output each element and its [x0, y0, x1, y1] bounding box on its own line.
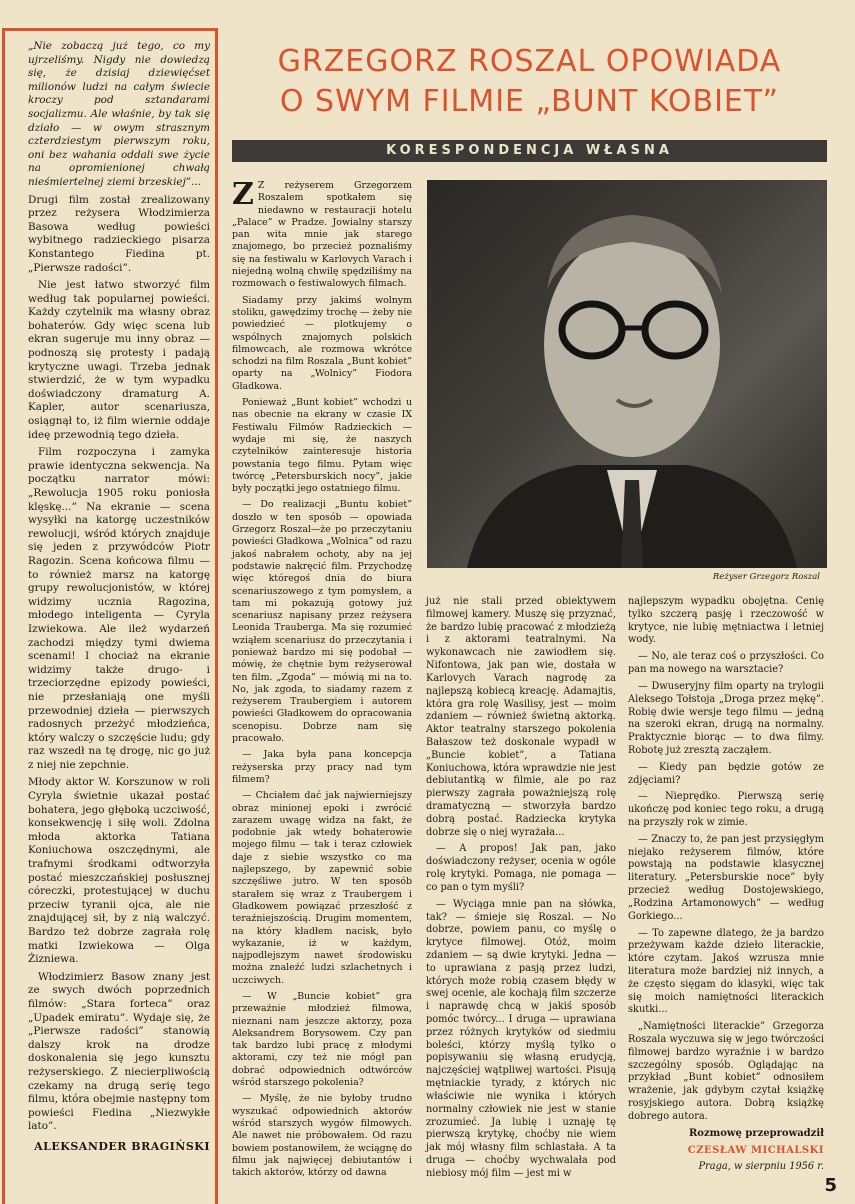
interview-paragraph: — Znaczy to, że pan jest przysięgłym niejako reżyserem filmów, które powstają na podstawie klasycznej literatury. „Petersburskie noce” były przecież według Dostojewskiego, „Rodzina Artamonowych” — według Gorkiego...	[628, 833, 824, 922]
title-line-2: O SWYM FILMIE „BUNT KOBIET”	[279, 84, 780, 119]
left-paragraph: Włodzimierz Basow znany jest ze swych dwóch poprzednich filmów: „Stara forteca” oraz „Upadek emiratu”. Wydaje się, że „Pierwsze radości” stanowią dalszy krok na drodze doskonalenia się jego kunsztu reżyserskiego. Z niecierpliwością czekamy na drugą serię tego filmu, która obejmie następny tom powieści Fiedina „Niezwykłe lato”.	[28, 970, 210, 1133]
interview-paragraph: — A propos! Jak pan, jako doświadczony reżyser, ocenia w ogóle rolę krytyki. Pomaga, nie pomaga — co pan o tym myśli?	[426, 843, 616, 893]
interviewer-name: CZESŁAW MICHALSKI	[687, 1144, 824, 1156]
article-title	[232, 42, 827, 122]
left-article-signature: ALEKSANDER BRAGIŃSKI	[34, 1139, 210, 1153]
drop-cap: Z	[232, 177, 254, 212]
interview-paragraph: — Kiedy pan będzie gotów ze zdjęciami?	[628, 761, 824, 786]
opening-quote: „Nie zobaczą już tego, co my ujrzeliśmy. Nigdy nie dowiedzą się, że dzisiaj dziewięćset milionów ludzi na całym świecie kroczy pod sztandarami socjalizmu. Ale właśnie, by tak się działo — w owym strasznym czterdziestym pierwszym roku, oni bez wahania oddali swe życie na opromienionej chwałą nieśmiertelnej ziemi brzeskiej”...	[28, 40, 210, 188]
interview-paragraph: — Jaka była pana koncepcja reżyserska przy pracy nad tym filmem?	[232, 749, 412, 785]
photo-caption: Reżyser Grzegorz Roszal	[712, 572, 820, 582]
portrait-photo	[427, 180, 827, 568]
interviewer-label: Rozmowę przeprowadził	[689, 1127, 824, 1139]
interview-paragraph: — Nieprędko. Pierwszą serię ukończę pod koniec tego roku, a drugą na przyszły rok w zimie.	[628, 791, 824, 828]
portrait-figure	[427, 180, 827, 568]
interview-paragraph: — Dwuseryjny film oparty na trylogii Aleksego Tołstoja „Droga przez mękę”. Robię dwie wersje tego filmu — jedną na szeroki ekran, drugą na normalny. Praktycznie biorąc — to dwa filmy. Robotę już zresztą zacząłem.	[628, 680, 824, 756]
interview-paragraph: — Do realizacji „Buntu kobiet” doszło w ten sposób — opowiada Grzegorz Roszal—że po przeczytaniu powieści Gładkowa „Wolnica” od razu jakoś nabrałem ochoty, aby na jej podstawie nakręcić film. Przychodzę więc któregoś dnia do biura scenariuszowego z tym pomysłem, a tam mi pokazują gotowy już scenariusz napisany przez reżysera Leonida Trauberga. Ma się rozumieć wziąłem scenariusz do przeczytania i ponieważ bardzo mi się podobał — mówię, że chętnie bym reżyserował ten film. „Zgoda” — mówią mi na to. No, jak zgoda, to siadamy razem z reżyserem Traubergiem i autorem powieści Gładkowem do opracowania scenopisu. Dobrze nam się pracowało.	[232, 499, 412, 745]
interview-paragraph: — Myślę, że nie byłoby trudno wyszukać odpowiednich aktorów wśród starszych wygów filmowych. Ale nawet nie próbowałem. Od razu bowiem postanowiłem, że wciągnę do filmu jak najwięcej debiutantów i takich aktorów, którzy od dawna	[232, 1093, 412, 1179]
interview-paragraph: — Chciałem dać jak najwierniejszy obraz minionej epoki i zwrócić zarazem uwagę widza na fakt, że podobnie jak wtedy bohaterowie mojego filmu — tak i teraz człowiek daje z siebie wszystko co ma najlepszego, by zapewnić sobie szczęśliwe jutro. W ten sposób starałem się wraz z Traubergem i Gładkowem powiązać przeszłość z teraźniejszością. Drugim momentem, na który kładłem nacisk, było wykazanie, iż w każdym, najpodlejszym nawet środowisku można znaleźć ludzi szlachetnych i uczciwych.	[232, 790, 412, 986]
place-date: Praga, w sierpniu 1956 r.	[698, 1161, 824, 1173]
interview-paragraph: „Namiętności literackie” Grzegorza Roszala wyczuwa się w jego twórczości filmowej bardzo wyraźnie i w bardzo szczególny sposób. Oglądając na przykład „Bunt kobiet” odnosiłem wrażenie, jak gdybym czytał książkę rosyjskiego autora. Dobrą książkę dobrego autora.	[628, 1021, 824, 1122]
interview-paragraph: — To zapewne dlatego, że ja bardzo przeżywam każde dzieło literackie, które czytam. Jakoś wzrusza mnie literatura może bardziej niż innych, a że często sięgam do klasyki, więc tak się moich namiętności literackich skutki...	[628, 927, 824, 1016]
interview-paragraph: — No, ale teraz coś o przyszłości. Co pan ma nowego na warsztacie?	[628, 651, 824, 676]
left-paragraph: Młody aktor W. Korszunow w roli Cyryla świetnie ukazał postać bohatera, jego głęboką uczciwość, konsekwencję i siłę woli. Zdolna młoda aktorka Tatiana Koniuchowa oszczędnymi, ale trafnymi środkami odtworzyła postać mieszczańskiej posłusznej córeczki, protestującej w duchu przeciw tyranii ojca, ale nie znajdującej sił, by z nią walczyć. Bardzo też dobrze zagrała rolę matki Izwiekowa — Olga Żizniewa.	[28, 776, 210, 966]
interview-column-1	[232, 177, 412, 1183]
left-article-column	[28, 40, 210, 1154]
left-paragraph: Nie jest łatwo stworzyć film według tak popularnej powieści. Każdy czytelnik ma własny obraz bohaterów. Gdy więc scena lub ekran sugeruje mu inny obraz — podnoszą się protesty i padają krytyczne uwagi. Trzeba jednak stwierdzić, że w tym wypadku doświadczony dramaturg A. Kapler, autor scenariusza, osiągnął to, iż film wiernie oddaje ideę przewodnią tego dzieła.	[28, 279, 210, 441]
interview-paragraph: Ponieważ „Bunt kobiet” wchodzi u nas obecnie na ekrany w czasie IX Festiwalu Filmów Radzieckich — wydaje mi się, że naszych czytelników zainteresuje historia powstania tego filmu. Pytam więc twórcę „Petersburskich nocy”, jakie były początki jego ostatniego filmu.	[232, 397, 412, 495]
interview-paragraph: — W „Buncie kobiet” gra przeważnie młodzież filmowa, nieznani nam jeszcze aktorzy, poza Aleksandrem Borysowem. Czy pan tak bardzo lubi pracę z młodymi aktorami, czy też nie mógł pan dobrać odpowiednich odtwórców wśród starszego pokolenia?	[232, 991, 412, 1089]
left-paragraph: Film rozpoczyna i zamyka prawie identyczna sekwencja. Na początku narrator mówi: „Rewolucja 1905 roku poniosła klęskę...” Na ekranie — scena wysyłki na katorgę uczestników rewolucji, wśród których znajduje się jeden z przywódców Piotr Ragozin. Scena końcowa filmu — to również marsz na katorgę grupy rewolucjonistów, w której widzimy ucznia Ragozina, młodego inteligenta — Cyryla Izwiekowa. Ale ileż wydarzeń zachodzi między tymi dwiema scenami! I chociaż na ekranie widzimy także drugo- i trzeciorzędne epizody powieści, nie przesłaniają one myśli przewodniej dzieła — pierwszych radosnych przeżyć młodzieńca, który walczy o szczęście ludu; gdy raz wszedł na tę drogę, nic go już z niej nie zepchnie.	[28, 446, 210, 771]
section-label-bar: KORESPONDENCJA WŁASNA	[232, 140, 827, 162]
interview-paragraph: Siadamy przy jakimś wolnym stoliku, gawędzimy trochę — żeby nie powiedzieć — plotkujemy o wspólnych znajomych polskich filmowcach, ale rozmowa wkrótce schodzi na film Roszala „Bunt kobiet” oparty na „Wolnicy” Fiodora Gładkowa.	[232, 294, 412, 392]
interview-column-2	[426, 596, 616, 1185]
left-paragraph: Drugi film został zrealizowany przez reżysera Włodzimierza Basowa według powieści wybitnego radzieckiego pisarza Konstantego Fiedina pt. „Pierwsze radości”.	[28, 193, 210, 274]
interview-paragraph: — Wyciąga mnie pan na słówka, tak? — śmieje się Roszal. — No dobrze, powiem panu, co myślę o krytyce filmowej. Otóż, moim zdaniem — są dwie krytyki. Jedna — to uprawiana z pasją przez ludzi, których może robią czasem błędy w swej ocenie, ale kochają film szczerze i naprawdę chcą w jakiś sposób pomóc twórcy... I druga — uprawiana przez różnych krytyków od siedmiu boleści, którzy myślą tylko o popisywaniu się własną erudycją, najczęściej wątpliwej wartości. Pisują mętniackie tyrady, z których nic właściwie nie wynika i których normalny człowiek nie jest w stanie zrozumieć. Ja lubię i uznaję tę pierwszą krytykę, choćby nie wiem jak mój własny film schlastała. A ta druga — choćby wychwalała pod niebiosy mój film — jest mi w	[426, 898, 616, 1179]
interview-column-3	[628, 596, 824, 1178]
interview-paragraph: Z Z reżyserem Grzegorzem Roszalem spotkałem się niedawno w restauracji hotelu „Palace” w Pradze. Jowialny starszy pan wita mnie jak starego znajomego, bo przecież poznaliśmy się na festiwalu w Karlovych Varach i niejedną wolną chwilę spędziliśmy na rozmowach o festiwalowych filmach.	[232, 177, 412, 290]
page-number: 5	[824, 1175, 837, 1196]
interview-paragraph: najlepszym wypadku obojętna. Cenię tylko szczerą pasję i rzeczowość w krytyce, nie lubię mętniactwa i letniej wody.	[628, 596, 824, 646]
interview-paragraph: już nie stali przed obiektywem filmowej kamery. Muszę się przyznać, że bardzo lubię pracować z młodzieżą i z aktorami teatralnymi. Na wykonawcach nie zawiodłem się. Nifontowa, jak pan wie, dostała w Karlovych Varach nagrodę za najlepszą kobiecą kreację. Adamajtis, która gra rolę Wasilisy, jest — moim zdaniem — również świetną aktorką. Aktor teatralny starszego pokolenia Bałaszow też doskonale wypadł w „Buncie kobiet”, a Tatiana Koniuchowa, która wprawdzie nie jest debiutantką w filmie, ale po raz pierwszy zagrała poważniejszą rolę dramatyczną — stworzyła bardzo dobrą postać. Radziecka krytyka dobrze się o niej wyrażała...	[426, 596, 616, 838]
title-line-1: GRZEGORZ ROSZAL OPOWIADA	[277, 44, 782, 79]
